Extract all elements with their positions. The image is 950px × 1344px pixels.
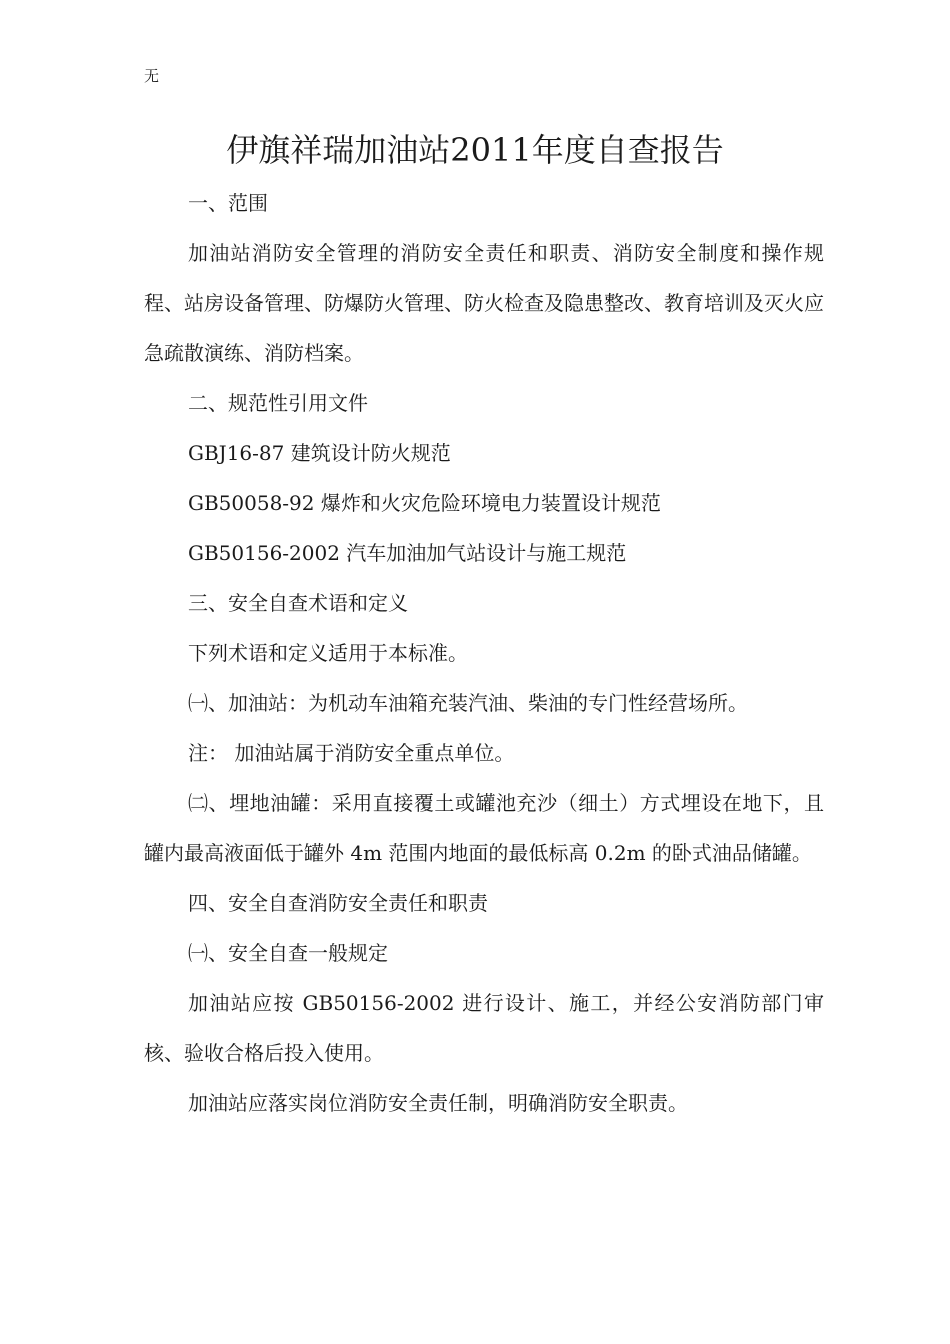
- section-heading-terms: 三、安全自查术语和定义: [188, 591, 408, 615]
- definition-gas-station: ㈠、加油站：为机动车油箱充装汽油、柴油的专门性经营场所。: [188, 691, 748, 715]
- section-heading-references: 二、规范性引用文件: [188, 391, 368, 415]
- section-heading-scope: 一、范围: [188, 191, 268, 215]
- document-body: [144, 178, 824, 1128]
- section-heading-responsibilities: 四、安全自查消防安全责任和职责: [188, 891, 488, 915]
- paragraph-terms-intro: 下列术语和定义适用于本标准。: [188, 641, 468, 665]
- definition-buried-tank: ㈡、埋地油罐：采用直接覆土或罐池充沙（细土）方式埋设在地下，且罐内最高液面低于罐外 4m 范围内地面的最低标高 0.2m 的卧式油品储罐。: [144, 791, 824, 865]
- document-title: 伊旗祥瑞加油站2011年度自查报告: [226, 131, 724, 169]
- reference-item: GB50058-92 爆炸和火灾危险环境电力装置设计规范: [188, 491, 661, 515]
- header-mark: 无: [144, 67, 160, 85]
- definition-note: 注： 加油站属于消防安全重点单位。: [188, 741, 515, 765]
- subsection-heading-general: ㈠、安全自查一般规定: [188, 941, 388, 965]
- paragraph-design-approval: 加油站应按 GB50156-2002 进行设计、施工，并经公安消防部门审核、验收合格后投入使用。: [144, 991, 824, 1065]
- reference-item: GBJ16-87 建筑设计防火规范: [188, 441, 451, 465]
- paragraph-responsibility-system: 加油站应落实岗位消防安全责任制，明确消防安全职责。: [188, 1091, 688, 1115]
- paragraph-scope-content: 加油站消防安全管理的消防安全责任和职责、消防安全制度和操作规程、站房设备管理、防爆防火管理、防火检查及隐患整改、教育培训及灭火应急疏散演练、消防档案。: [144, 241, 824, 365]
- reference-item: GB50156-2002 汽车加油加气站设计与施工规范: [188, 541, 627, 565]
